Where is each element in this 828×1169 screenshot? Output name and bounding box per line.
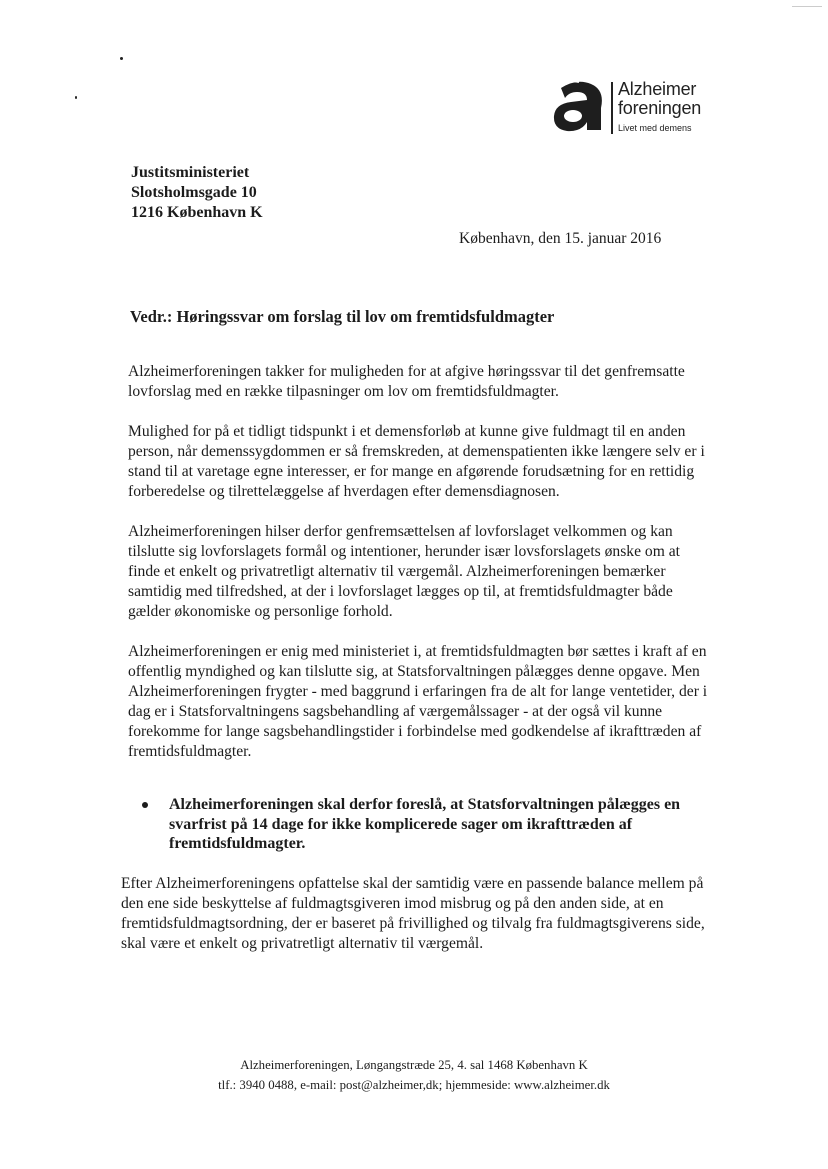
paragraph-4: Alzheimerforeningen er enig med ministeriet i, at fremtidsfuldmagten bør sættes i kraft af en offentlig myndighed og kan tilslutte sig, at Statsforvaltningen pålægges denne opgave. Men Alzheimerforeningen frygter - med baggrund i erfaringen fra de alt for lange ventetider, der i dag er i Statsforvaltningens sagsbehandling af værgemålssager - at der også vil kunne forekomme for lange sagsbehandlingstider i forbindelse med godkendelse af ikrafttræden af fremtidsfuldmagter.	[128, 643, 708, 760]
logo-text	[618, 80, 701, 135]
logo-tagline: Livet med demens	[618, 123, 692, 133]
scan-speck	[120, 57, 123, 60]
recipient-street: Slotsholmsgade 10	[131, 184, 257, 201]
recipient-address	[131, 163, 263, 223]
scan-artifact-line	[792, 6, 822, 7]
bullet-dot-icon	[142, 802, 148, 808]
footer-address: Alzheimerforeningen, Løngangstræde 25, 4. sal 1468 København K	[240, 1058, 588, 1072]
closing-paragraph: Efter Alzheimerforeningens opfattelse skal der samtidig være en passende balance mellem på den ene side beskyttelse af fuldmagtsgiveren imod misbrug og på den anden side, at en fremtidsfuldmagtsordning, der er baseret på frivillighed og tilvalg fra fuldmagtsgiverens side, skal være et enkelt og privatretligt alternativ til værgemål.	[121, 875, 705, 952]
alzheimer-a-logo-icon	[551, 78, 607, 136]
paragraph-1: Alzheimerforeningen takker for muligheden for at afgive høringssvar til det genfremsatte lovforslag med en række tilpasninger om lov om fremtidsfuldmagter.	[128, 363, 685, 400]
scan-speck	[75, 96, 77, 99]
recipient-city: 1216 København K	[131, 204, 263, 221]
footer-contact: tlf.: 3940 0488, e-mail: post@alzheimer,dk; hjemmeside: www.alzheimer.dk	[218, 1078, 610, 1092]
bullet-text: Alzheimerforeningen skal derfor foreslå, at Statsforvaltningen pålægges en svarfrist på 14 dage for ikke komplicerede sager om ikrafttræden af fremtidsfuldmagter.	[169, 796, 681, 852]
alzheimerforeningen-logo	[551, 78, 721, 140]
recipient-name: Justitsministeriet	[131, 164, 250, 181]
logo-divider	[611, 82, 613, 134]
letter-date: København, den 15. januar 2016	[459, 230, 662, 247]
letter-subject: Vedr.: Høringssvar om forslag til lov om fremtidsfuldmagter	[130, 307, 555, 326]
bullet-item	[142, 795, 682, 854]
logo-name-line2: foreningen	[618, 98, 702, 118]
paragraph-3: Alzheimerforeningen hilser derfor genfremsættelsen af lovforslaget velkommen og kan tilslutte sig lovforslagets formål og intentioner, herunder især lovsforslagets ønske om at finde et enkelt og privatretligt alternativ til værgemål. Alzheimerforeningen bemærker samtidig med tilfredshed, at der i lovforslaget lægges op til, at fremtidsfuldmagter både gælder økonomiske og personlige forhold.	[128, 523, 680, 620]
letter-body	[128, 362, 710, 782]
logo-name-line1: Alzheimer	[618, 79, 697, 99]
paragraph-2: Mulighed for på et tidligt tidspunkt i et demensforløb at kunne give fuldmagt til en anden person, når demenssygdommen er så fremskreden, at demenspatienten ikke længere selv er i stand til at varetage egne interesser, er for mange en afgørende forudsætning for en rettidig forberedelse og tilrettelæggelse af hverdagen efter demensdiagnosen.	[128, 423, 705, 500]
letter-footer	[0, 1055, 828, 1095]
